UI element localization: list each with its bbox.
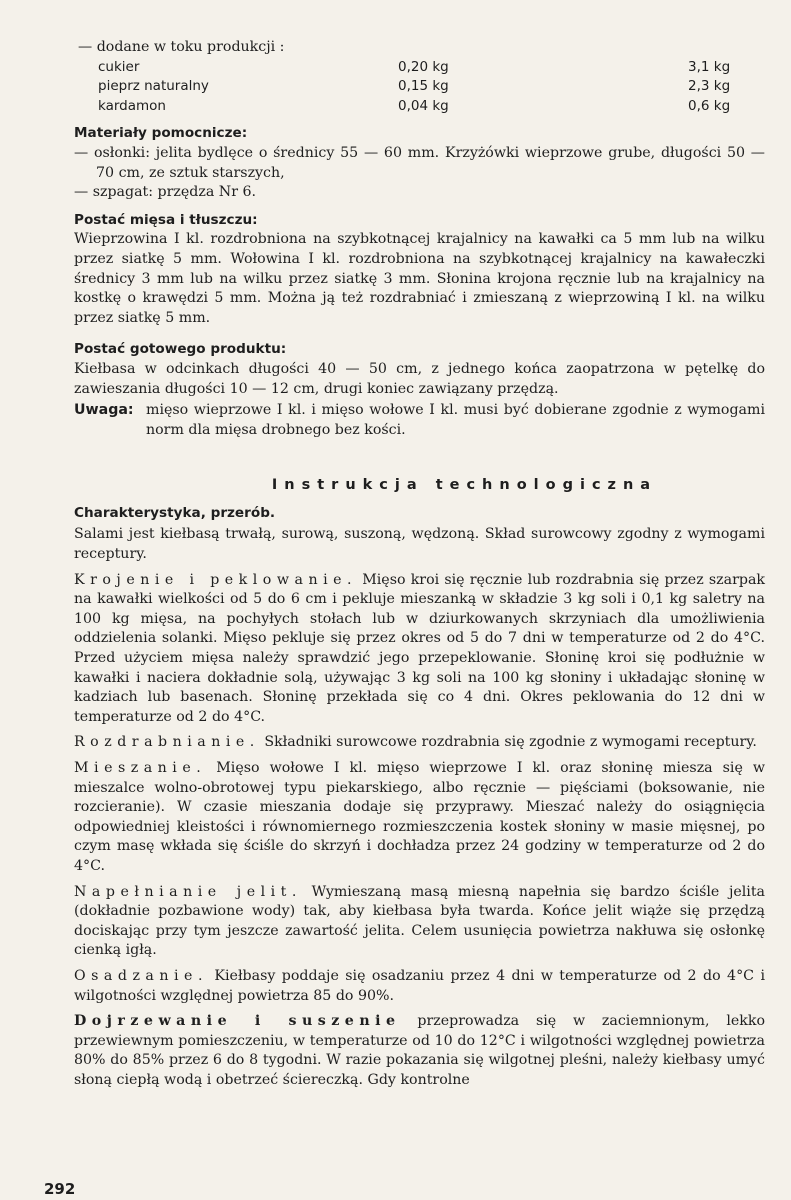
osadzanie-paragraph <box>74 967 765 1006</box>
dojrzewanie-text: przeprowadza się w zaciemnionym, lekko przewiewnym pomieszczeniu, w temperaturze od 10 do 12°C i wilgotności względnej powietrza 80% do 85% przez 6 do 8 tygodni. W razie pokazania się wilgotnej pleśni, należy kiełbasy umyć słoną ciepłą wodą i obetrzeć ściereczką. Gdy kontrolne <box>74 1013 765 1088</box>
uwaga-note <box>74 401 765 440</box>
dojrzewanie-paragraph <box>74 1012 765 1090</box>
postac-produktu-heading: Postać gotowego produktu: <box>74 341 287 358</box>
charakterystyka-text: Salami jest kiełbasą trwałą, surową, suszoną, wędzoną. Skład surowcowy zgodny z wymogami receptury. <box>74 526 765 563</box>
ingredient-value-1: 0,20 kg <box>398 58 449 75</box>
ingredient-name: pieprz naturalny <box>98 78 209 95</box>
postac-miesa-heading: Postać mięsa i tłuszczu: <box>74 211 258 228</box>
rozdrabnianie-text: Składniki surowcowe rozdrabnia się zgodnie z wymogami receptury. <box>264 734 757 751</box>
section-title: Instrukcja technologiczna <box>271 477 658 494</box>
osadzanie-text: Kiełbasy poddaje się osadzaniu przez 4 dni w temperaturze od 2 do 4°C i wilgotności względnej powietrza 85 do 90%. <box>74 967 765 1004</box>
ingredient-name: kardamon <box>98 97 166 114</box>
napelnianie-text: Wymieszaną masą miesną napełnia się bardzo ściśle jelita (dokładnie pozbawione wody) tak, aby kiełbasa była twarda. Końce jelit wiąże się przędzą dociskając przy tym jeszcze zawartość jelita. Celem usunięcia powietrza nakłuwa się osłonkę cienką igłą. <box>74 883 765 959</box>
ingredient-value-1: 0,04 kg <box>398 97 449 114</box>
ingredient-value-2: 3,1 kg <box>688 58 731 75</box>
ingredient-name: cukier <box>98 58 140 75</box>
napelnianie-label: Napełnianie jelit. <box>74 883 302 900</box>
dojrzewanie-label: Dojrzewanie i suszenie <box>74 1013 401 1030</box>
ingredient-row <box>98 97 748 117</box>
ingredient-value-2: 2,3 kg <box>688 78 731 95</box>
ingredient-row <box>98 58 748 78</box>
materialy-heading: Materiały pomocnicze: <box>74 125 248 142</box>
ingredient-value-2: 0,6 kg <box>688 97 731 114</box>
rozdrabnianie-paragraph <box>74 733 765 753</box>
mieszanie-label: Mieszanie. <box>74 760 207 776</box>
page-number: 292 <box>44 1180 76 1198</box>
rozdrabnianie-label: Rozdrabnianie. <box>74 734 260 751</box>
uwaga-label: Uwaga: <box>74 402 134 419</box>
krojenie-label: Krojenie i peklowanie. <box>74 571 358 588</box>
mieszanie-paragraph <box>74 759 765 877</box>
ingredients-block <box>78 38 765 116</box>
ingredient-value-1: 0,15 kg <box>398 78 449 95</box>
charakterystyka-heading: Charakterystyka, przerób. <box>74 504 276 521</box>
postac-miesa-text: Wieprzowina I kl. rozdrobniona na szybkotnącej krajalnicy na kawałki ca 5 mm lub na wilku przez siatkę 5 mm. Wołowina I kl. rozdrobniona na szybkotnącej krajalnicy na kawałeczki średnicy 3 mm lub na wilku przez siatkę 3 mm. Słonina krojona ręcznie lub na krajalnicy na kostkę o krawędzi 5 mm. Można ją też rozdrabniać i zmieszaną z wieprzowiną I kl. na wilku przez siatkę 5 mm. <box>74 231 765 326</box>
materialy-szpagat: — szpagat: przędza Nr 6. <box>74 184 257 201</box>
krojenie-paragraph <box>74 571 765 728</box>
napelnianie-paragraph <box>74 883 765 961</box>
ingredients-table <box>98 58 748 117</box>
krojenie-text: Mięso kroi się ręcznie lub rozdrabnia się przez szarpak na kawałki wielkości od 5 do 6 cm i pekluje mieszanką w składzie 3 kg soli i 0,1 kg saletry na 100 kg mięsa, na pochyłych stołach lub w dziurkowanych skrzyniach dla umożliwienia oddzielenia solanki. Mięso pekluje się przez okres od 5 do 7 dni w temperaturze od 2 do 4°C. Przed użyciem mięsa należy sprawdzić jego przepeklowanie. Słoninę kroi się podłużnie w kawałki i naciera dokładnie solą, używając 3 kg soli na 100 kg słoniny i układając słoninę w kadziach lub basenach. Słoninę przekłada się co 4 dni. Okres peklowania do 12 dni w temperaturze od 2 do 4°C. <box>74 571 765 725</box>
mieszanie-text: Mięso wołowe I kl. mięso wieprzowe I kl. oraz słoninę miesza się w mieszalce wolno-obrotowej typu piekarskiego, albo ręcznie — pięściami (boksowanie, nie rozcieranie). W czasie mieszania dodaje się przyprawy. Mieszać należy do osiągnięcia odpowiedniej kleistości i równomiernego rozmieszczenia kostek słoniny w masie mięsnej, po czym masę wkłada się ściśle do skrzyń i dochładza przez 24 godziny w temperaturze od 2 do 4°C. <box>74 760 765 874</box>
materialy-oslonki: — osłonki: jelita bydlęce o średnicy 55 — 60 mm. Krzyżówki wieprzowe grube, długości 50 — 70 cm, ze sztuk starszych, <box>74 144 765 181</box>
postac-produktu-text: Kiełbasa w odcinkach długości 40 — 50 cm, z jednego końca zaopatrzona w pętelkę do zawieszania długości 10 — 12 cm, drugi koniec zawiązany przędzą. <box>74 360 765 397</box>
uwaga-text: mięso wieprzowe I kl. i mięso wołowe I kl. musi być dobierane zgodnie z wymogami norm dla mięsa drobnego bez kości. <box>146 402 765 438</box>
ingredients-intro: — dodane w toku produkcji : <box>78 39 285 55</box>
osadzanie-label: Osadzanie. <box>74 967 208 984</box>
ingredient-row <box>98 77 748 97</box>
